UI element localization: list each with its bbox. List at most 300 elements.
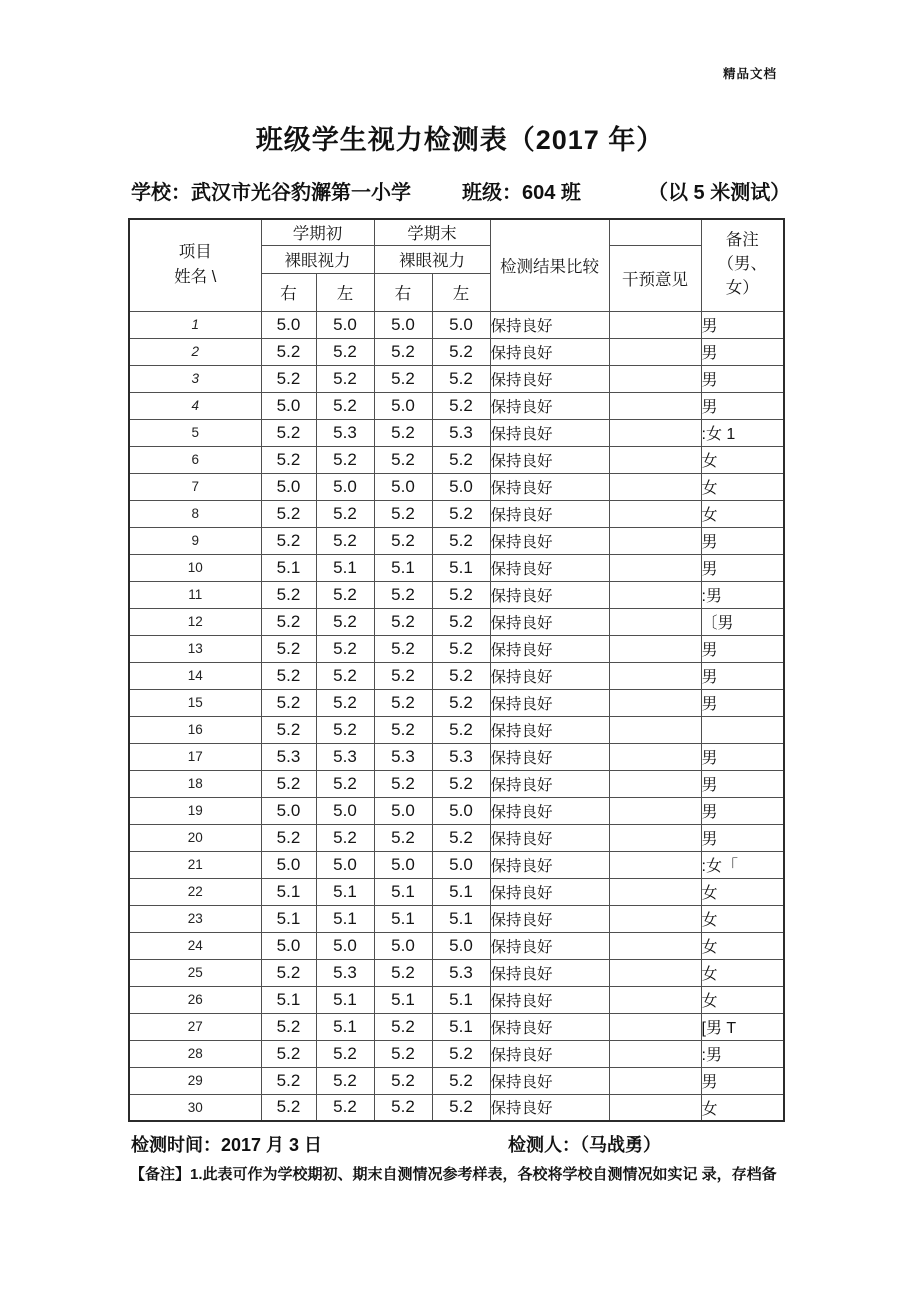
inspector-label: 检测人：（马战勇） [508,1135,661,1155]
cell-remark: 女 [701,500,784,527]
cell-student-number: 13 [129,635,261,662]
cell-term-end-right: 5.0 [374,392,432,419]
cell-remark: 男 [701,770,784,797]
cell-student-number: 25 [129,959,261,986]
cell-term-start-left: 5.2 [316,824,374,851]
cell-term-end-right: 5.2 [374,635,432,662]
table-row [129,419,784,446]
cell-term-end-right: 5.2 [374,446,432,473]
cell-term-end-left: 5.2 [432,689,490,716]
cell-remark: 男 [701,635,784,662]
cell-term-end-left: 5.0 [432,473,490,500]
cell-remark: 女 [701,1094,784,1121]
test-time-label: 检测时间：2017 月 3 日 [131,1135,323,1155]
cell-term-start-left: 5.2 [316,338,374,365]
cell-term-start-left: 5.3 [316,419,374,446]
cell-term-start-right: 5.2 [261,959,316,986]
page-title: 班级学生视力检测表（2017 年） [255,125,665,155]
cell-term-end-left: 5.2 [432,662,490,689]
cell-student-number: 9 [129,527,261,554]
cell-remark: :女 1 [701,419,784,446]
cell-term-start-left: 5.3 [316,959,374,986]
cell-term-end-left: 5.2 [432,392,490,419]
cell-compare-result: 保持良好 [490,932,609,959]
cell-remark: 女 [701,932,784,959]
table-row [129,986,784,1013]
cell-term-start-left: 5.2 [316,365,374,392]
table-row [129,473,784,500]
cell-term-start-right: 5.2 [261,1013,316,1040]
info-line [0,176,920,202]
cell-term-start-right: 5.2 [261,662,316,689]
cell-remark: 男 [701,392,784,419]
cell-student-number: 3 [129,365,261,392]
table-row [129,608,784,635]
cell-term-start-right: 5.2 [261,365,316,392]
cell-term-end-left: 5.2 [432,608,490,635]
cell-term-end-right: 5.2 [374,662,432,689]
header-left-eye-end: 左 [432,273,490,311]
header-remark-line3: 女） [725,279,759,298]
cell-term-start-left: 5.2 [316,446,374,473]
cell-intervention [609,1040,701,1067]
cell-term-start-right: 5.2 [261,716,316,743]
header-name-line1: 项目 [178,242,212,261]
cell-student-number: 10 [129,554,261,581]
cell-remark: 男 [701,311,784,338]
table-row [129,932,784,959]
cell-term-start-right: 5.2 [261,1094,316,1121]
cell-term-start-right: 5.1 [261,986,316,1013]
cell-term-end-right: 5.2 [374,500,432,527]
cell-compare-result: 保持良好 [490,392,609,419]
cell-compare-result: 保持良好 [490,311,609,338]
cell-term-start-left: 5.1 [316,986,374,1013]
cell-student-number: 26 [129,986,261,1013]
cell-term-end-left: 5.2 [432,770,490,797]
cell-intervention [609,959,701,986]
cell-compare-result: 保持良好 [490,824,609,851]
cell-term-end-right: 5.0 [374,851,432,878]
cell-term-end-left: 5.2 [432,824,490,851]
table-row [129,743,784,770]
cell-remark: :女「 [701,851,784,878]
cell-compare-result: 保持良好 [490,581,609,608]
cell-term-end-left: 5.2 [432,446,490,473]
cell-intervention [609,905,701,932]
cell-term-end-left: 5.2 [432,1067,490,1094]
header-name-line2: 姓名 \ [174,268,217,287]
cell-compare-result: 保持良好 [490,446,609,473]
cell-compare-result: 保持良好 [490,365,609,392]
cell-term-start-left: 5.2 [316,635,374,662]
cell-term-start-right: 5.2 [261,500,316,527]
table-row [129,905,784,932]
cell-term-start-left: 5.2 [316,716,374,743]
cell-student-number: 7 [129,473,261,500]
cell-term-end-right: 5.2 [374,1040,432,1067]
cell-remark: [男 T [701,1013,784,1040]
cell-term-end-right: 5.0 [374,473,432,500]
table-row [129,527,784,554]
cell-compare-result: 保持良好 [490,473,609,500]
cell-student-number: 1 [129,311,261,338]
header-right-eye-start: 右 [261,273,316,311]
cell-term-end-right: 5.2 [374,689,432,716]
cell-term-start-left: 5.2 [316,770,374,797]
cell-compare-result: 保持良好 [490,1094,609,1121]
cell-student-number: 30 [129,1094,261,1121]
remark-note: 【备注】1.此表可作为学校期初、期末自测情况参考样表，各校将学校自测情况如实记 录，存档备 [130,1166,777,1183]
table-row [129,1067,784,1094]
cell-term-start-left: 5.2 [316,1040,374,1067]
header-remark [701,219,784,311]
cell-intervention [609,365,701,392]
table-row [129,662,784,689]
header-right-eye-end: 右 [374,273,432,311]
cell-term-end-right: 5.2 [374,608,432,635]
cell-remark: 女 [701,905,784,932]
cell-intervention [609,554,701,581]
cell-compare-result: 保持良好 [490,878,609,905]
cell-term-start-right: 5.2 [261,527,316,554]
cell-term-start-right: 5.1 [261,554,316,581]
cell-student-number: 19 [129,797,261,824]
header-term-end: 学期末 [374,219,490,245]
table-row [129,1013,784,1040]
cell-intervention [609,878,701,905]
test-distance-label: （以 5 米测试） [648,182,791,204]
table-row [129,770,784,797]
cell-term-start-right: 5.0 [261,392,316,419]
cell-remark: 男 [701,527,784,554]
table-row [129,959,784,986]
cell-intervention [609,392,701,419]
cell-term-start-left: 5.0 [316,851,374,878]
table-row [129,1040,784,1067]
cell-term-end-left: 5.1 [432,1013,490,1040]
cell-term-start-right: 5.2 [261,824,316,851]
cell-compare-result: 保持良好 [490,770,609,797]
cell-intervention [609,662,701,689]
header-naked-vision-start: 裸眼视力 [261,245,374,273]
cell-term-start-right: 5.2 [261,608,316,635]
cell-intervention [609,581,701,608]
cell-term-start-right: 5.2 [261,581,316,608]
cell-intervention [609,446,701,473]
header-intervention-spacer [609,219,701,245]
cell-intervention [609,851,701,878]
cell-compare-result: 保持良好 [490,851,609,878]
cell-term-end-right: 5.2 [374,959,432,986]
cell-term-end-left: 5.2 [432,500,490,527]
cell-student-number: 29 [129,1067,261,1094]
cell-intervention [609,1067,701,1094]
header-naked-vision-end: 裸眼视力 [374,245,490,273]
cell-remark: 男 [701,1067,784,1094]
cell-term-end-right: 5.1 [374,554,432,581]
cell-term-end-left: 5.2 [432,365,490,392]
cell-compare-result: 保持良好 [490,419,609,446]
cell-student-number: 11 [129,581,261,608]
table-row [129,689,784,716]
cell-term-end-right: 5.2 [374,716,432,743]
cell-term-end-left: 5.0 [432,797,490,824]
cell-intervention [609,716,701,743]
cell-intervention [609,1013,701,1040]
cell-term-start-right: 5.1 [261,878,316,905]
cell-term-start-left: 5.2 [316,1067,374,1094]
cell-term-end-right: 5.2 [374,824,432,851]
cell-term-start-left: 5.1 [316,1013,374,1040]
cell-term-start-left: 5.1 [316,554,374,581]
table-row [129,365,784,392]
cell-compare-result: 保持良好 [490,905,609,932]
cell-compare-result: 保持良好 [490,608,609,635]
cell-term-start-left: 5.0 [316,473,374,500]
table-row [129,797,784,824]
table-row [129,878,784,905]
cell-term-end-right: 5.2 [374,419,432,446]
cell-remark: 男 [701,797,784,824]
cell-term-start-right: 5.2 [261,689,316,716]
cell-student-number: 8 [129,500,261,527]
cell-remark: 男 [701,338,784,365]
cell-remark: :男 [701,581,784,608]
cell-term-end-left: 5.2 [432,581,490,608]
cell-compare-result: 保持良好 [490,1013,609,1040]
header-remark-line1: 备注 [725,231,759,250]
cell-term-end-left: 5.2 [432,1094,490,1121]
cell-intervention [609,500,701,527]
cell-student-number: 12 [129,608,261,635]
cell-compare-result: 保持良好 [490,554,609,581]
cell-term-end-left: 5.2 [432,527,490,554]
cell-term-end-left: 5.3 [432,743,490,770]
cell-student-number: 21 [129,851,261,878]
footer-line [0,1131,920,1155]
cell-term-end-right: 5.1 [374,878,432,905]
cell-compare-result: 保持良好 [490,338,609,365]
cell-term-end-left: 5.1 [432,554,490,581]
cell-term-end-right: 5.0 [374,797,432,824]
cell-intervention [609,743,701,770]
cell-term-end-right: 5.2 [374,1094,432,1121]
cell-term-start-right: 5.3 [261,743,316,770]
cell-term-start-left: 5.2 [316,689,374,716]
cell-term-end-left: 5.0 [432,932,490,959]
cell-term-start-right: 5.2 [261,1040,316,1067]
cell-remark: 女 [701,473,784,500]
cell-term-end-right: 5.2 [374,527,432,554]
cell-term-end-right: 5.2 [374,581,432,608]
cell-compare-result: 保持良好 [490,635,609,662]
cell-remark: 女 [701,986,784,1013]
cell-student-number: 16 [129,716,261,743]
class-label: 班级：604 班 [462,182,581,204]
cell-term-end-left: 5.1 [432,878,490,905]
cell-student-number: 5 [129,419,261,446]
cell-term-end-right: 5.1 [374,905,432,932]
cell-term-start-left: 5.2 [316,662,374,689]
cell-term-end-right: 5.0 [374,932,432,959]
cell-intervention [609,311,701,338]
cell-student-number: 20 [129,824,261,851]
cell-term-end-right: 5.2 [374,1013,432,1040]
cell-term-start-left: 5.2 [316,500,374,527]
cell-term-start-left: 5.2 [316,527,374,554]
cell-student-number: 24 [129,932,261,959]
table-row [129,635,784,662]
table-header [129,219,784,311]
table-row [129,581,784,608]
cell-term-start-right: 5.0 [261,932,316,959]
cell-term-end-left: 5.2 [432,635,490,662]
cell-term-start-left: 5.0 [316,311,374,338]
cell-term-start-right: 5.2 [261,770,316,797]
cell-remark: 男 [701,554,784,581]
cell-term-start-left: 5.1 [316,878,374,905]
cell-intervention [609,986,701,1013]
cell-student-number: 22 [129,878,261,905]
cell-compare-result: 保持良好 [490,689,609,716]
cell-term-start-left: 5.2 [316,581,374,608]
cell-term-start-right: 5.2 [261,1067,316,1094]
vision-table-body [129,311,784,1121]
table-row [129,851,784,878]
cell-student-number: 4 [129,392,261,419]
cell-intervention [609,473,701,500]
cell-compare-result: 保持良好 [490,797,609,824]
table-row [129,500,784,527]
cell-term-start-left: 5.1 [316,905,374,932]
cell-compare-result: 保持良好 [490,527,609,554]
cell-student-number: 27 [129,1013,261,1040]
cell-intervention [609,419,701,446]
cell-compare-result: 保持良好 [490,1067,609,1094]
cell-term-end-left: 5.0 [432,311,490,338]
cell-student-number: 23 [129,905,261,932]
cell-compare-result: 保持良好 [490,500,609,527]
table-row [129,1094,784,1121]
cell-remark: 〔男 [701,608,784,635]
table-row [129,824,784,851]
cell-intervention [609,635,701,662]
table-row [129,338,784,365]
cell-student-number: 6 [129,446,261,473]
cell-term-start-left: 5.2 [316,608,374,635]
cell-term-end-right: 5.1 [374,986,432,1013]
cell-remark: 男 [701,743,784,770]
header-term-start: 学期初 [261,219,374,245]
cell-student-number: 14 [129,662,261,689]
cell-student-number: 18 [129,770,261,797]
header-remark-line2: （男、 [717,255,767,274]
cell-intervention [609,689,701,716]
cell-term-start-left: 5.0 [316,797,374,824]
cell-compare-result: 保持良好 [490,986,609,1013]
cell-remark: 男 [701,365,784,392]
cell-intervention [609,824,701,851]
cell-compare-result: 保持良好 [490,662,609,689]
cell-term-end-left: 5.2 [432,716,490,743]
cell-term-end-left: 5.3 [432,959,490,986]
cell-intervention [609,1094,701,1121]
cell-remark: 女 [701,959,784,986]
cell-student-number: 2 [129,338,261,365]
school-label: 学校：武汉市光谷豹澥第一小学 [131,182,411,204]
cell-term-start-right: 5.0 [261,473,316,500]
cell-term-end-right: 5.0 [374,311,432,338]
cell-compare-result: 保持良好 [490,716,609,743]
cell-intervention [609,770,701,797]
cell-term-end-right: 5.2 [374,770,432,797]
cell-remark: 女 [701,878,784,905]
cell-term-start-left: 5.2 [316,1094,374,1121]
cell-term-start-right: 5.0 [261,797,316,824]
header-intervention: 干预意见 [609,245,701,311]
cell-term-end-left: 5.2 [432,1040,490,1067]
table-row [129,716,784,743]
cell-compare-result: 保持良好 [490,743,609,770]
cell-student-number: 17 [129,743,261,770]
table-row [129,554,784,581]
table-row [129,392,784,419]
cell-intervention [609,527,701,554]
cell-term-end-left: 5.0 [432,851,490,878]
cell-remark: 女 [701,446,784,473]
cell-term-end-left: 5.2 [432,338,490,365]
corner-watermark-label: 精品文档 [723,67,778,81]
cell-term-end-left: 5.1 [432,986,490,1013]
cell-term-start-right: 5.2 [261,635,316,662]
cell-term-end-left: 5.1 [432,905,490,932]
table-row [129,311,784,338]
cell-term-start-left: 5.3 [316,743,374,770]
cell-remark: 男 [701,689,784,716]
cell-term-start-right: 5.0 [261,851,316,878]
cell-term-start-right: 5.2 [261,446,316,473]
table-row [129,446,784,473]
cell-term-start-right: 5.2 [261,419,316,446]
header-compare: 检测结果比较 [490,219,609,311]
cell-intervention [609,338,701,365]
cell-term-start-right: 5.0 [261,311,316,338]
cell-term-end-right: 5.2 [374,365,432,392]
cell-term-start-left: 5.2 [316,392,374,419]
cell-compare-result: 保持良好 [490,959,609,986]
cell-intervention [609,608,701,635]
cell-remark: 男 [701,662,784,689]
cell-term-start-left: 5.0 [316,932,374,959]
cell-term-end-right: 5.2 [374,1067,432,1094]
header-left-eye-start: 左 [316,273,374,311]
cell-remark [701,716,784,743]
cell-intervention [609,932,701,959]
cell-remark: :男 [701,1040,784,1067]
cell-remark: 男 [701,824,784,851]
cell-term-end-left: 5.3 [432,419,490,446]
cell-compare-result: 保持良好 [490,1040,609,1067]
vision-test-table [128,218,785,1122]
cell-term-end-right: 5.2 [374,338,432,365]
cell-term-start-right: 5.1 [261,905,316,932]
cell-student-number: 15 [129,689,261,716]
header-name-column [129,219,261,311]
cell-term-start-right: 5.2 [261,338,316,365]
cell-student-number: 28 [129,1040,261,1067]
cell-term-end-right: 5.3 [374,743,432,770]
